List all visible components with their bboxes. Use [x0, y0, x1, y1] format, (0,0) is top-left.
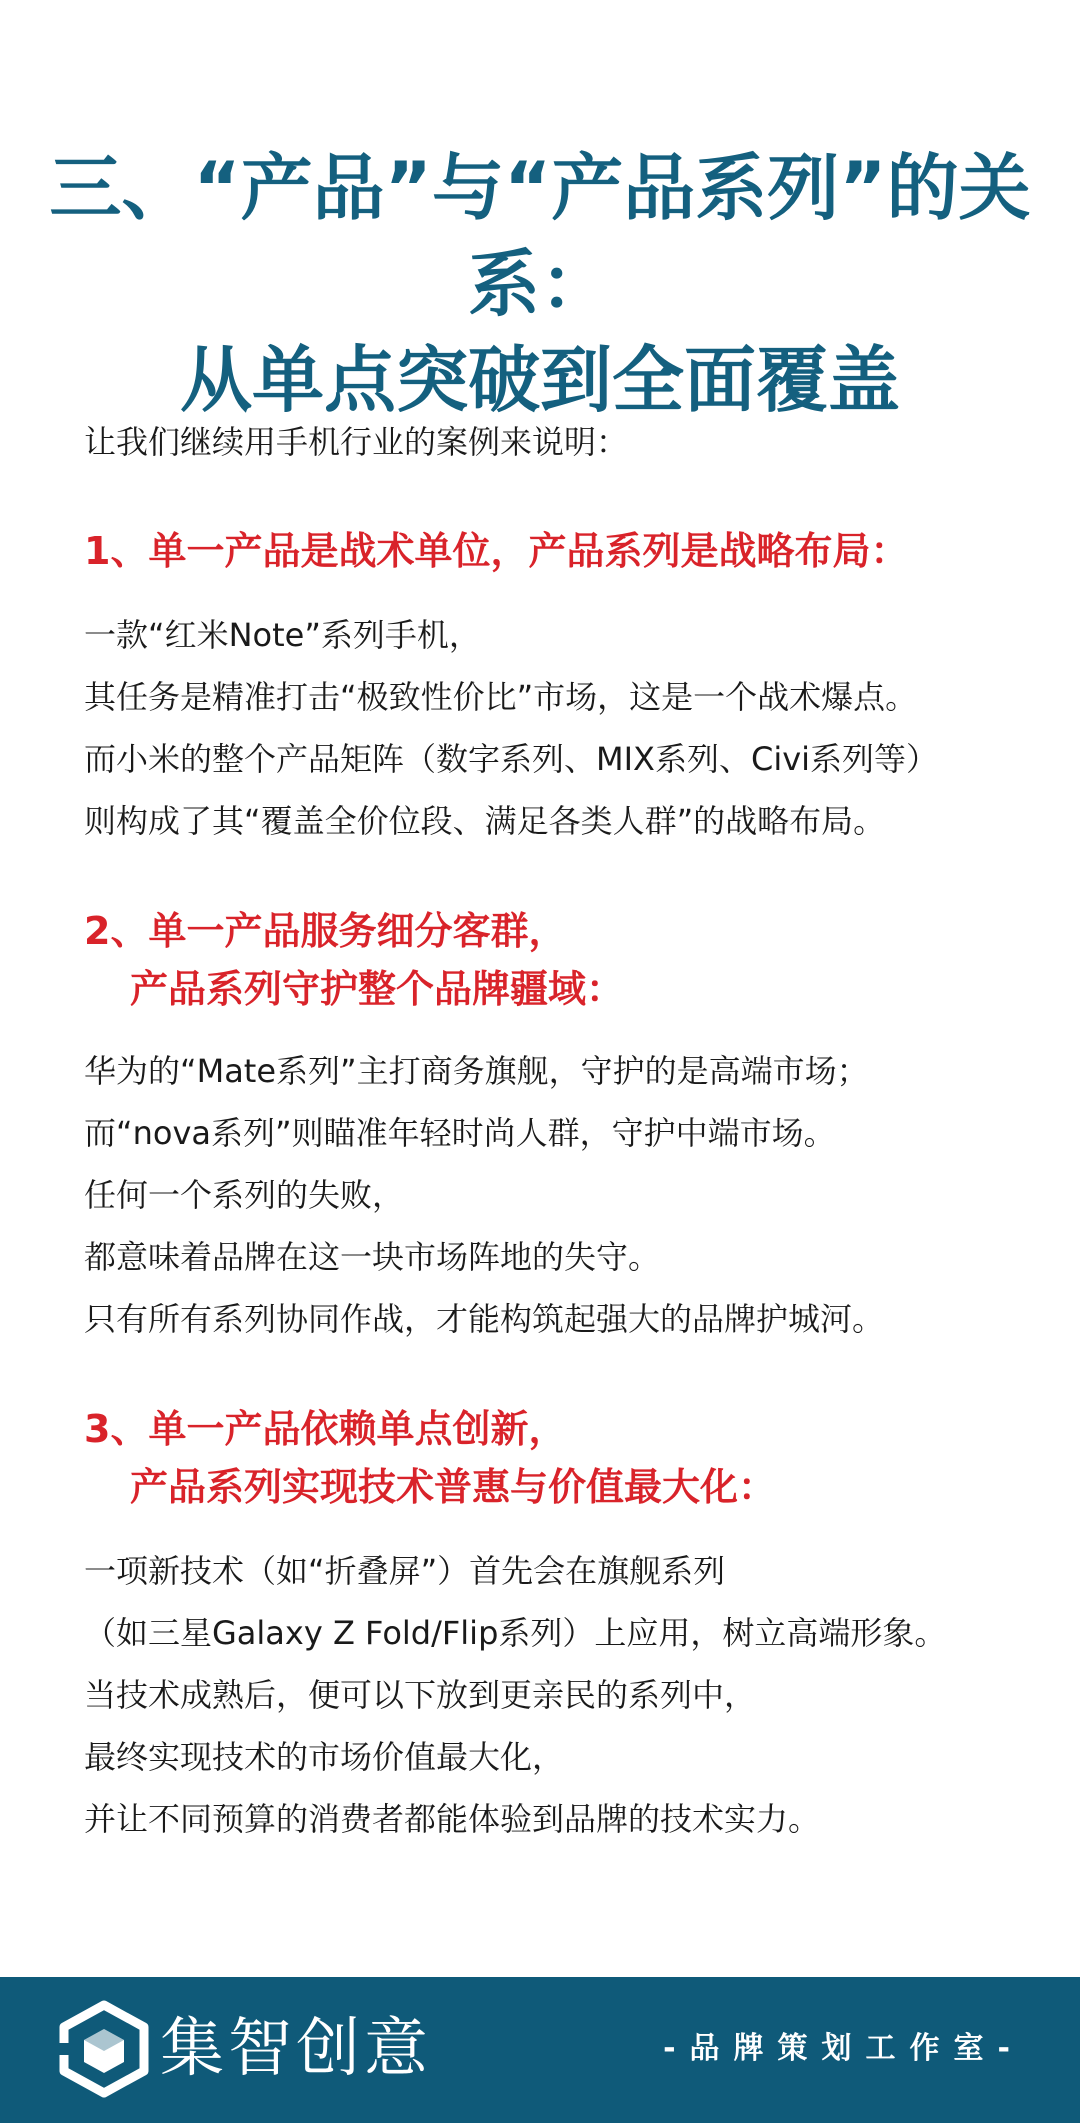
- section-3-heading-line-2: 产品系列实现技术普惠与价值最大化：: [130, 1465, 777, 1509]
- section-3-line-1: 一项新技术（如“折叠屏”）首先会在旗舰系列: [84, 1552, 726, 1590]
- section-1-line-3: 而小米的整个产品矩阵（数字系列、MIX系列、Civi系列等）: [84, 740, 939, 778]
- section-1-heading-line-1: 1、单一产品是战术单位，产品系列是战略布局：: [84, 529, 909, 573]
- section-3-line-5: 并让不同预算的消费者都能体验到品牌的技术实力。: [84, 1800, 821, 1838]
- section-1-body: [84, 604, 938, 852]
- section-2-heading-line-1: 2、单一产品服务细分客群，: [84, 909, 567, 953]
- title-line-2: 从单点突破到全面覆盖: [179, 338, 900, 422]
- section-2-line-2: 而“nova系列”则瞄准年轻时尚人群，守护中端市场。: [84, 1114, 836, 1152]
- section-3-line-2: （如三星Galaxy Z Fold/Flip系列）上应用，树立高端形象。: [84, 1614, 947, 1652]
- brand-tagline: -品牌策划工作室-: [663, 2031, 1024, 2066]
- section-2-heading-line-2: 产品系列守护整个品牌疆域：: [130, 967, 625, 1011]
- section-3-heading-line-1: 3、单一产品依赖单点创新，: [84, 1407, 567, 1451]
- hexagon-cube-logo-icon: [54, 1999, 154, 2099]
- section-3-line-3: 当技术成熟后，便可以下放到更亲民的系列中，: [84, 1676, 757, 1714]
- section-3-line-4: 最终实现技术的市场价值最大化，: [84, 1738, 565, 1776]
- footer-bar: [0, 1977, 1080, 2123]
- brand-name: 集智创意: [160, 2012, 432, 2086]
- section-2-heading: [84, 902, 624, 1018]
- section-2-line-4: 都意味着品牌在这一块市场阵地的失守。: [84, 1238, 661, 1276]
- section-1-line-4: 则构成了其“覆盖全价位段、满足各类人群”的战略布局。: [84, 802, 886, 840]
- title-line-1: 三、“产品”与“产品系列”的关系：: [49, 146, 1031, 326]
- page-title: [0, 140, 1080, 428]
- section-3-body: [84, 1540, 946, 1850]
- section-2-line-5: 只有所有系列协同作战，才能构筑起强大的品牌护城河。: [84, 1300, 885, 1338]
- section-2-body: [84, 1040, 884, 1350]
- section-1-heading: [84, 522, 908, 580]
- section-2-line-3: 任何一个系列的失败，: [84, 1176, 405, 1214]
- section-3-heading: [84, 1400, 776, 1516]
- intro-text: 让我们继续用手机行业的案例来说明：: [84, 423, 629, 461]
- section-1-line-1: 一款“红米Note”系列手机，: [84, 616, 481, 654]
- section-1-line-2: 其任务是精准打击“极致性价比”市场，这是一个战术爆点。: [84, 678, 918, 716]
- section-2-line-1: 华为的“Mate系列”主打商务旗舰，守护的是高端市场；: [84, 1052, 869, 1090]
